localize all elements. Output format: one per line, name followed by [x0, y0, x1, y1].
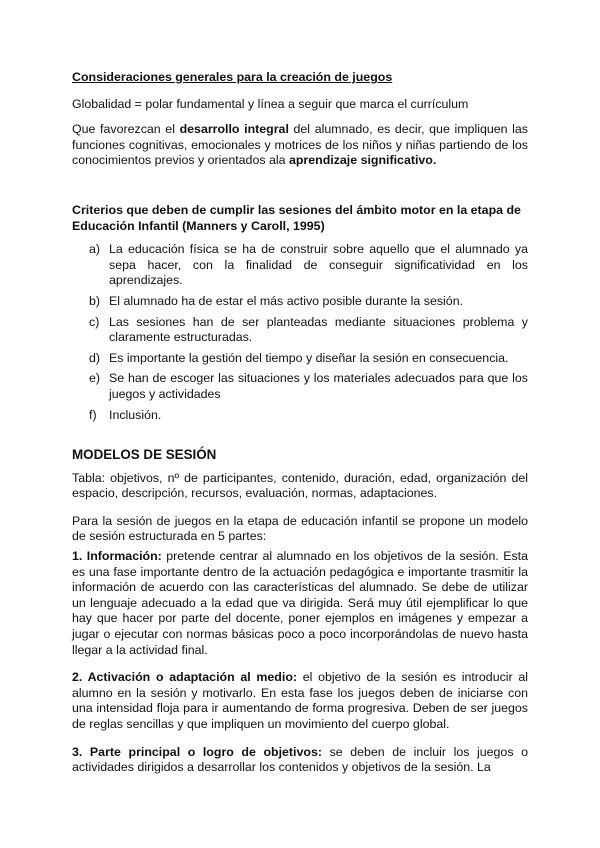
criteria-heading: Criterios que deben de cumplir las sesiones del ámbito motor en la etapa de Educación Infantil (Manners y Caroll, 1995)	[72, 202, 521, 233]
step-label: 3. Parte principal o logro de objetivos:	[72, 744, 322, 759]
step-label: 1. Información:	[72, 549, 162, 564]
tabla-paragraph: Tabla: objetivos, nº de participantes, contenido, duración, edad, organización del espacio, descripción, recursos, evaluación, normas, adaptaciones.	[72, 470, 528, 501]
criteria-item	[72, 371, 528, 402]
intro-paragraph: Para la sesión de juegos en la etapa de educación infantil se propone un modelo de sesión estructurada en 5 partes:	[72, 513, 528, 544]
desarrollo-integral-emphasis: desarrollo integral	[179, 122, 289, 137]
criteria-marker: f)	[89, 407, 97, 422]
criteria-text: Es importante la gestión del tiempo y diseñar la sesión en consecuencia.	[109, 350, 509, 365]
step-parte-principal	[72, 745, 528, 776]
criteria-text: El alumnado ha de estar el más activo posible durante la sesión.	[109, 293, 464, 308]
criteria-list	[72, 242, 528, 423]
favorezcan-text-middle: del alumnado, es decir, que impliquen las funciones cognitivas, emocionales y motrices de los niños y niñas partiendo de los conocimientos previos y orientados ala	[72, 122, 528, 168]
criteria-item	[72, 351, 528, 367]
step-informacion	[72, 549, 528, 658]
criteria-text: Las sesiones han de ser planteadas mediante situaciones problema y claramente estructuradas.	[109, 314, 528, 345]
step-activacion	[72, 670, 528, 732]
document-page	[72, 70, 528, 788]
step-text: el objetivo de la sesión es introducir al alumno en la sesión y motivarlo. En esta fase los juegos deben de iniciarse con una intensidad floja para ir aumentando de forma progresiva. Deben de ser juegos de reglas sencillas y que impliquen un movimiento del cuerpo global.	[72, 670, 529, 731]
criteria-item	[72, 315, 528, 346]
step-text: se deben de incluir los juegos o actividades dirigidos a desarrollar los contenidos y objetivos de la sesión. La	[72, 744, 528, 775]
criteria-marker: e)	[89, 371, 101, 386]
criteria-marker: b)	[89, 293, 101, 308]
criteria-item	[72, 408, 528, 424]
aprendizaje-significativo-emphasis: aprendizaje significativo.	[288, 153, 437, 168]
criteria-text: Inclusión.	[109, 407, 162, 422]
criteria-text: La educación física se ha de construir sobre aquello que el alumnado ya sepa hacer, con la finalidad de conseguir significatividad en los aprendizajes.	[109, 242, 528, 288]
globalidad-paragraph: Globalidad = polar fundamental y línea a seguir que marca el currículum	[72, 96, 469, 111]
page-title: Consideraciones generales para la creación de juegos	[72, 70, 393, 84]
models-heading: MODELOS DE SESIÓN	[72, 447, 217, 463]
criteria-marker: d)	[89, 350, 101, 365]
step-text: pretende centrar al alumnado en los objetivos de la sesión. Esta es una fase importante dentro de la actuación pedagógica e importante trasmitir la información de acuerdo con las características del alumnado. Se debe de utilizar un lenguaje adecuado a la edad que va dirigida. Será muy útil ejemplificar lo que hay que hacer por parte del docente, poner ejemplos en imágenes y empezar a jugar o ejecutar con normas básicas poco a poco incorporándolas de nuevo hasta llegar a la actividad final.	[72, 549, 528, 657]
criteria-item	[72, 242, 528, 289]
step-label: 2. Activación o adaptación al medio:	[72, 670, 298, 685]
favorezcan-text-start: Que favorezcan el	[72, 122, 180, 137]
criteria-marker: a)	[89, 242, 101, 257]
criteria-text: Se han de escoger las situaciones y los materiales adecuados para que los juegos y actividades	[109, 371, 528, 401]
criteria-item	[72, 294, 528, 310]
criteria-marker: c)	[89, 314, 100, 329]
favorezcan-paragraph	[72, 122, 528, 169]
